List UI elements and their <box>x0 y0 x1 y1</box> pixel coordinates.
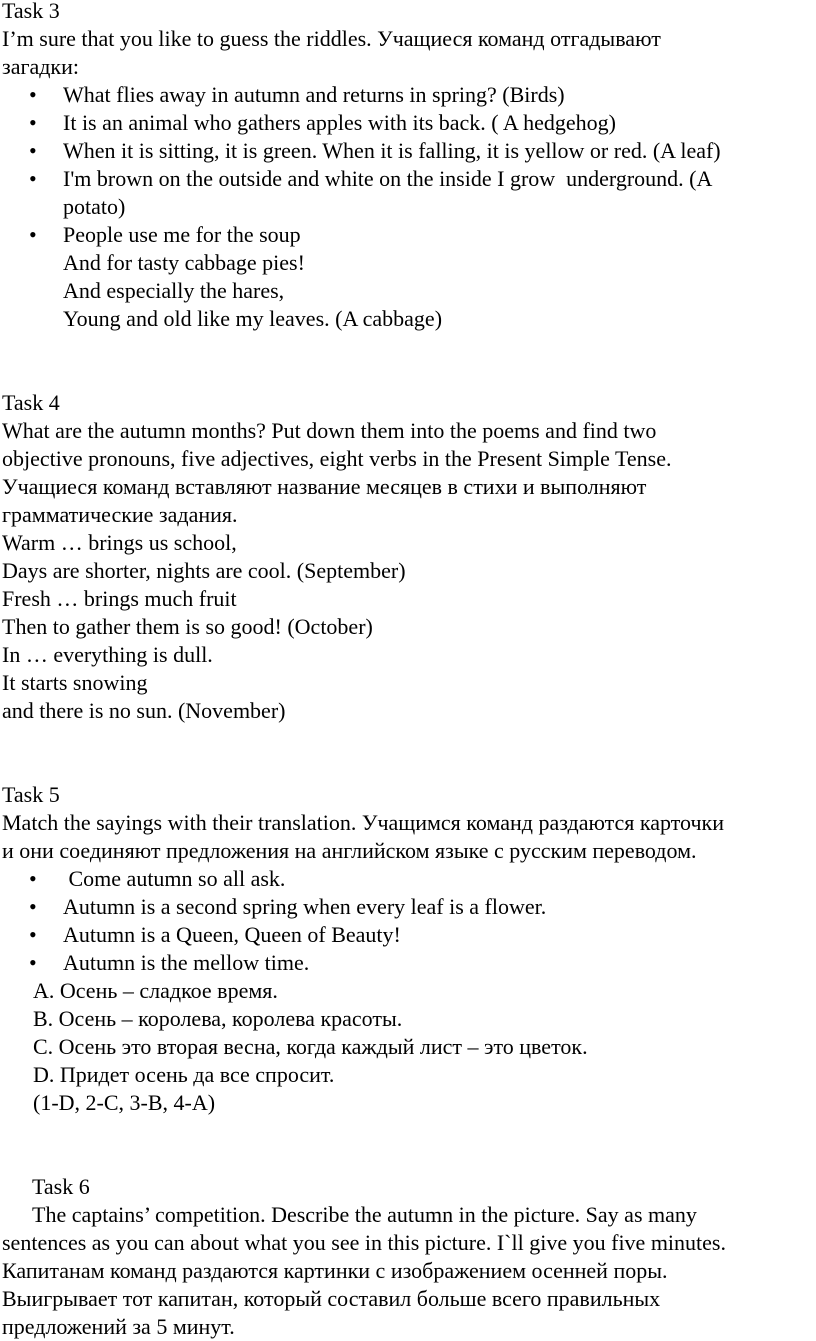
bullet-icon: • <box>29 82 37 107</box>
translation-item: A. Осень – сладкое время. <box>33 978 278 1003</box>
task5-title: Task 5 <box>2 782 60 807</box>
poem-line: Fresh … brings much fruit <box>2 586 237 611</box>
task3-intro-line-2: загадки: <box>2 54 80 79</box>
bullet-icon: • <box>29 922 37 947</box>
bullet-icon: • <box>29 222 37 247</box>
translation-item: C. Осень это вторая весна, когда каждый лист – это цветок. <box>33 1034 588 1059</box>
task4-line: грамматические задания. <box>2 502 238 527</box>
riddle-text: People use me for the soup <box>63 222 301 247</box>
riddle-text: What flies away in autumn and returns in spring? (Birds) <box>63 82 565 107</box>
task6-line: Выигрывает тот капитан, который составил больше всего правильных <box>2 1286 661 1311</box>
bullet-icon: • <box>29 110 37 135</box>
task5-intro-line-2: и они соединяют предложения на английском языке с русским переводом. <box>2 838 697 863</box>
task6-title: Task 6 <box>32 1174 90 1199</box>
riddle-item <box>2 165 814 193</box>
saying-item <box>2 949 814 977</box>
task6-line: предложений за 5 минут. <box>2 1314 235 1339</box>
task4-line: What are the autumn months? Put down them into the poems and find two <box>2 418 657 443</box>
saying-text: Autumn is the mellow time. <box>63 950 310 975</box>
riddle-item <box>2 81 814 109</box>
task4-title: Task 4 <box>2 390 60 415</box>
task4-body <box>2 417 814 725</box>
riddle-text: I'm brown on the outside and white on the inside I grow underground. (A <box>63 166 713 191</box>
poem-line: Then to gather them is so good! (October) <box>2 614 373 639</box>
spacer <box>2 725 814 753</box>
translation-item: D. Придет осень да все спросит. <box>33 1062 335 1087</box>
riddle-text: When it is sitting, it is green. When it is falling, it is yellow or red. (A leaf) <box>63 138 721 163</box>
task6-line: sentences as you can about what you see in this picture. I`ll give you five minutes. <box>2 1230 726 1255</box>
translation-item: B. Осень – королева, королева красоты. <box>33 1006 403 1031</box>
translations-list <box>2 977 814 1089</box>
riddle-text-continued: potato) <box>63 194 126 219</box>
riddle-text-continued: And for tasty cabbage pies! <box>63 250 305 275</box>
poem-line: and there is no sun. (November) <box>2 698 286 723</box>
bullet-icon: • <box>29 894 37 919</box>
riddle-text-continued: And especially the hares, <box>63 278 285 303</box>
spacer <box>2 1145 814 1173</box>
poem-line: Warm … brings us school, <box>2 530 237 555</box>
spacer <box>2 361 814 389</box>
saying-item <box>2 893 814 921</box>
task5-answer: (1-D, 2-C, 3-B, 4-A) <box>33 1090 216 1115</box>
task4-line: Учащиеся команд вставляют название месяцев в стихи и выполняют <box>2 474 647 499</box>
riddle-list <box>2 81 814 333</box>
sayings-list <box>2 865 814 977</box>
saying-text: Come autumn so all ask. <box>63 866 286 891</box>
saying-item <box>2 865 814 893</box>
task6-line: Капитанам команд раздаются картинки с изображением осенней поры. <box>2 1258 668 1283</box>
saying-text: Autumn is a Queen, Queen of Beauty! <box>63 922 401 947</box>
bullet-icon: • <box>29 166 37 191</box>
task3-title: Task 3 <box>2 0 60 23</box>
saying-item <box>2 921 814 949</box>
riddle-text-continued: Young and old like my leaves. (A cabbage) <box>63 306 443 331</box>
bullet-icon: • <box>29 950 37 975</box>
riddle-item <box>2 137 814 165</box>
task4-line: objective pronouns, five adjectives, eight verbs in the Present Simple Tense. <box>2 446 672 471</box>
poem-line: Days are shorter, nights are cool. (September) <box>2 558 406 583</box>
saying-text: Autumn is a second spring when every leaf is a flower. <box>63 894 547 919</box>
poem-line: It starts snowing <box>2 670 148 695</box>
poem-line: In … everything is dull. <box>2 642 213 667</box>
spacer <box>2 1117 814 1145</box>
spacer <box>2 753 814 781</box>
task5-intro-line-1: Match the sayings with their translation. Учащимся команд раздаются карточки <box>2 810 724 835</box>
task3-intro-line-1: I’m sure that you like to guess the riddles. Учащиеся команд отгадывают <box>2 26 661 51</box>
riddle-text: It is an animal who gathers apples with its back. ( A hedgehog) <box>63 110 616 135</box>
spacer <box>2 333 814 361</box>
bullet-icon: • <box>29 138 37 163</box>
task6-line-first: The captains’ competition. Describe the autumn in the picture. Say as many <box>32 1202 697 1227</box>
riddle-item <box>2 109 814 137</box>
bullet-icon: • <box>29 866 37 891</box>
document-page <box>2 0 814 1341</box>
riddle-item <box>2 221 814 249</box>
